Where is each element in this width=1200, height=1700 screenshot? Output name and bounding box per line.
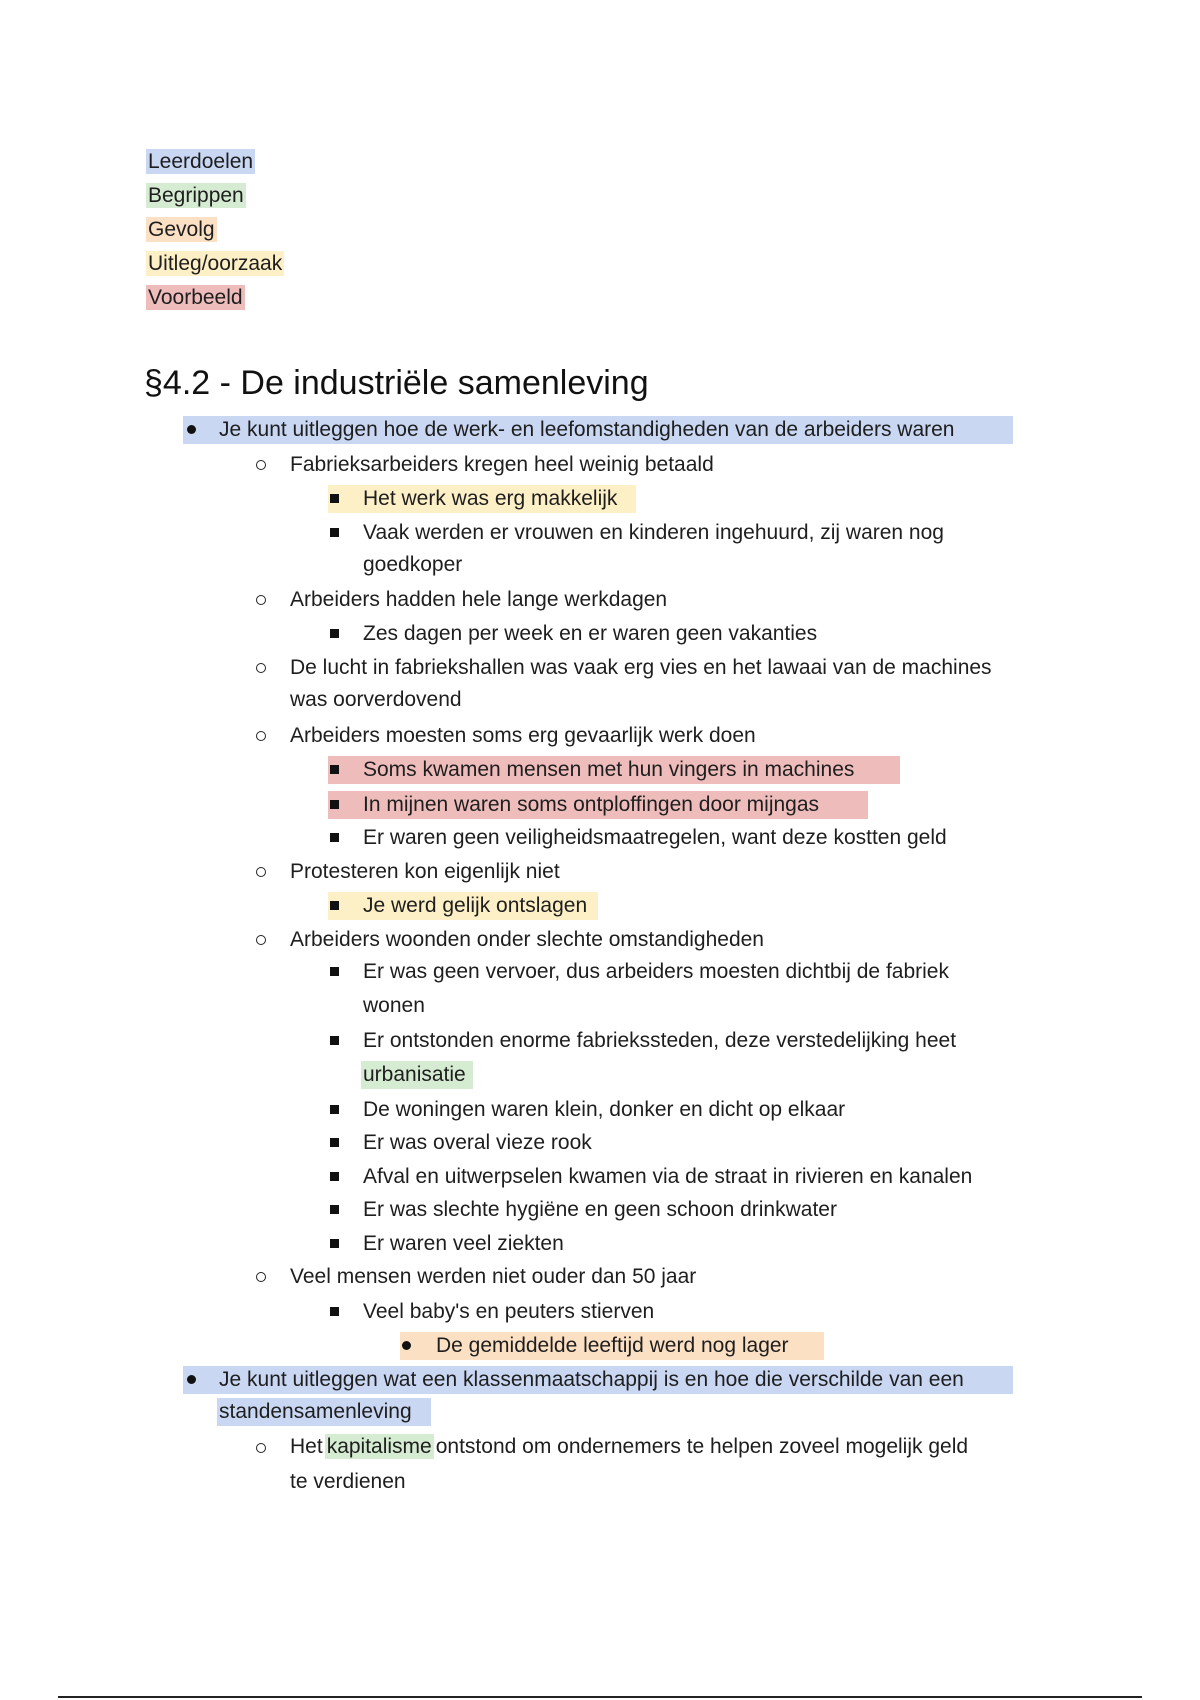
list-item-text: te verdienen bbox=[290, 1470, 406, 1493]
list-item-text: De lucht in fabriekshallen was vaak erg vies en het lawaai van de machines bbox=[290, 656, 992, 679]
color-legend bbox=[146, 145, 284, 315]
list-item-text: Er waren veel ziekten bbox=[363, 1232, 564, 1255]
list-item-text: Er ontstonden enorme fabriekssteden, deze verstedelijking heet bbox=[363, 1029, 957, 1052]
bullet-icon bbox=[330, 494, 339, 503]
bullet-icon bbox=[256, 663, 266, 673]
term-urbanisatie: urbanisatie bbox=[363, 1063, 466, 1086]
list-item-text: Je kunt uitleggen wat een klassenmaatschappij is en hoe die verschilde van een bbox=[219, 1368, 964, 1391]
list-item-text: Er was overal vieze rook bbox=[363, 1131, 592, 1154]
bullet-icon bbox=[256, 460, 266, 470]
list-item-text: Er waren geen veiligheidsmaatregelen, want deze kostten geld bbox=[363, 826, 947, 849]
list-item-text: wonen bbox=[363, 994, 425, 1017]
bullet-icon bbox=[330, 629, 339, 638]
legend-uitleg: Uitleg/oorzaak bbox=[148, 252, 283, 275]
bullet-icon bbox=[330, 833, 339, 842]
list-item-text: Het kapitalisme ontstond om ondernemers te helpen zoveel mogelijk geld bbox=[290, 1435, 969, 1458]
legend-voorbeeld: Voorbeeld bbox=[148, 286, 243, 309]
legend-begrippen: Begrippen bbox=[148, 184, 244, 207]
list-item-text: Er was slechte hygiëne en geen schoon drinkwater bbox=[363, 1198, 837, 1221]
bullet-icon bbox=[187, 425, 196, 434]
list-item-text: was oorverdovend bbox=[290, 688, 462, 711]
bullet-icon bbox=[330, 1307, 339, 1316]
list-item-text: Veel mensen werden niet ouder dan 50 jaar bbox=[290, 1265, 697, 1288]
page-footer-rule bbox=[58, 1696, 1142, 1698]
bullet-icon bbox=[330, 800, 339, 809]
bullet-icon bbox=[330, 967, 339, 976]
bullet-icon bbox=[330, 1239, 339, 1248]
list-item-text: Er was geen vervoer, dus arbeiders moesten dichtbij de fabriek bbox=[363, 960, 949, 983]
bullet-icon bbox=[256, 1272, 266, 1282]
list-item-text: Arbeiders hadden hele lange werkdagen bbox=[290, 588, 668, 611]
list-item-text: Afval en uitwerpselen kwamen via de straat in rivieren en kanalen bbox=[363, 1165, 973, 1188]
bullet-icon bbox=[256, 1443, 266, 1453]
bullet-icon bbox=[330, 1172, 339, 1181]
list-item-text: De woningen waren klein, donker en dicht op elkaar bbox=[363, 1098, 846, 1121]
bullet-icon bbox=[256, 731, 266, 741]
list-item-text: Soms kwamen mensen met hun vingers in machines bbox=[363, 758, 855, 781]
list-item-text: goedkoper bbox=[363, 553, 463, 576]
term-kapitalisme: kapitalisme bbox=[326, 1435, 432, 1458]
bullet-icon bbox=[402, 1341, 411, 1350]
bullet-icon bbox=[330, 1205, 339, 1214]
list-item-text: Veel baby's en peuters stierven bbox=[363, 1300, 655, 1323]
list-item-text: Protesteren kon eigenlijk niet bbox=[290, 860, 560, 883]
bullet-icon bbox=[330, 528, 339, 537]
list-item-text: standensamenleving bbox=[219, 1400, 412, 1423]
list-item-text: De gemiddelde leeftijd werd nog lager bbox=[436, 1334, 789, 1357]
list-item-text: Het werk was erg makkelijk bbox=[363, 487, 618, 510]
list-item-text: Je werd gelijk ontslagen bbox=[363, 894, 588, 917]
bullet-icon bbox=[330, 1105, 339, 1114]
list-item-text: Vaak werden er vrouwen en kinderen ingehuurd, zij waren nog bbox=[363, 521, 944, 544]
bullet-icon bbox=[187, 1375, 196, 1384]
legend-leerdoelen: Leerdoelen bbox=[148, 150, 254, 173]
list-item-text: In mijnen waren soms ontploffingen door mijngas bbox=[363, 793, 820, 816]
bullet-icon bbox=[330, 1138, 339, 1147]
bullet-icon bbox=[256, 935, 266, 945]
bullet-icon bbox=[330, 901, 339, 910]
list-item-text: Arbeiders moesten soms erg gevaarlijk werk doen bbox=[290, 724, 756, 747]
legend-gevolg: Gevolg bbox=[148, 218, 215, 241]
list-item-text: Fabrieksarbeiders kregen heel weinig betaald bbox=[290, 453, 714, 476]
page-title: §4.2 - De industriële samenleving bbox=[144, 364, 649, 402]
list-item-text: Zes dagen per week en er waren geen vakanties bbox=[363, 622, 818, 645]
list-item-text: Arbeiders woonden onder slechte omstandigheden bbox=[290, 928, 764, 951]
bullet-icon bbox=[256, 867, 266, 877]
bullet-icon bbox=[330, 1036, 339, 1045]
list-item-text: Je kunt uitleggen hoe de werk- en leefomstandigheden van de arbeiders waren bbox=[219, 418, 955, 441]
bullet-icon bbox=[330, 765, 339, 774]
bullet-icon bbox=[256, 595, 266, 605]
